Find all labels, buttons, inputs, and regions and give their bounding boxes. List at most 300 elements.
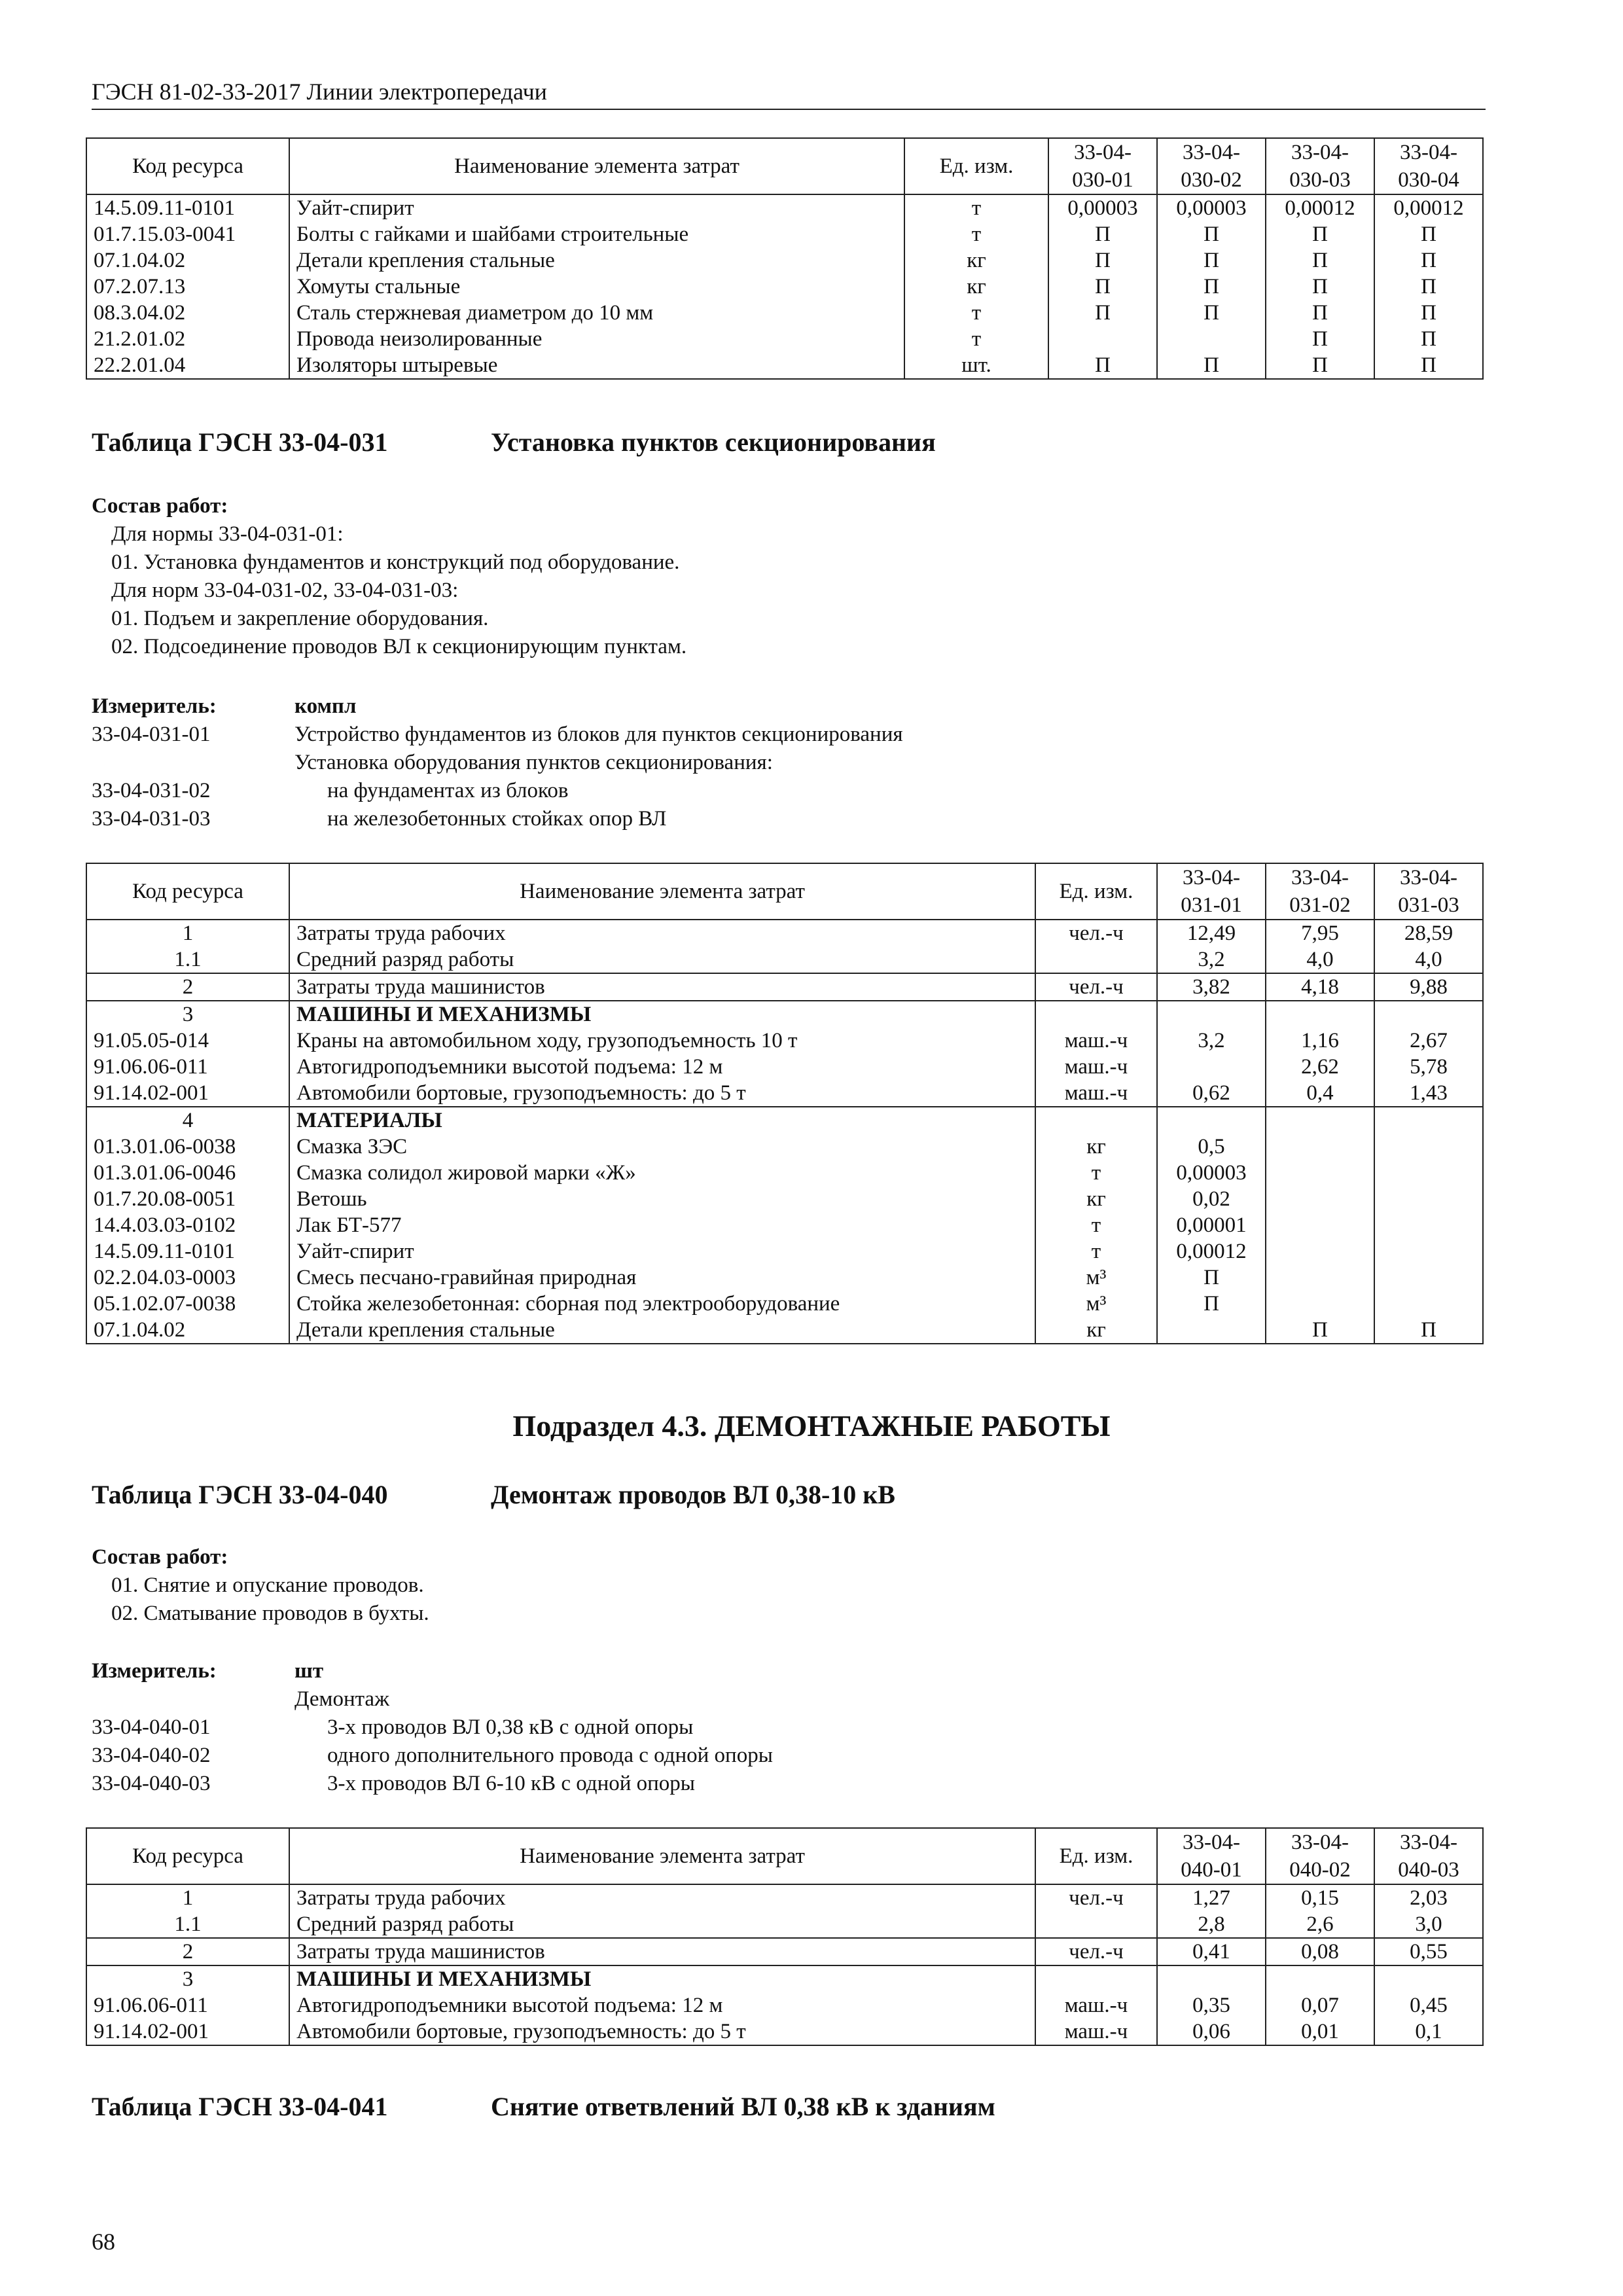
resource-table-030 <box>86 137 1484 380</box>
norm-value <box>1157 1317 1266 1344</box>
resource-name: Затраты труда рабочих <box>289 1884 1035 1911</box>
resource-code: 22.2.01.04 <box>86 352 289 379</box>
meter-row <box>92 749 903 777</box>
norm-code-part: 030-03 <box>1289 168 1351 192</box>
meter-unit: компл <box>294 694 357 718</box>
norm-value: П <box>1157 274 1266 300</box>
resource-code: 14.4.03.03-0102 <box>86 1212 289 1238</box>
norm-value <box>1266 1001 1374 1028</box>
norm-code-part: 040-01 <box>1181 1858 1242 1882</box>
norm-value: П <box>1157 300 1266 326</box>
works-item: 01. Подъем и закрепление оборудования. <box>111 607 489 630</box>
table-name: Снятие ответвлений ВЛ 0,38 кВ к зданиям <box>491 2092 995 2121</box>
norm-code-part: 040-03 <box>1398 1858 1459 1882</box>
norm-description: Демонтаж <box>294 1687 389 1711</box>
resource-code: 1 <box>86 920 289 946</box>
norm-value: 0,06 <box>1157 2018 1266 2045</box>
norm-code-part: 33-04- <box>1291 1831 1349 1854</box>
table-row <box>86 247 1483 274</box>
resource-unit <box>1035 1911 1157 1938</box>
norm-value: П <box>1374 221 1483 247</box>
resource-code: 01.3.01.06-0046 <box>86 1160 289 1186</box>
resource-name: Затраты труда машинистов <box>289 973 1035 1001</box>
norm-code-part: 031-03 <box>1398 893 1459 917</box>
resource-unit: шт. <box>904 352 1048 379</box>
norm-value: 0,00003 <box>1157 1160 1266 1186</box>
col-header-norm <box>1266 1828 1374 1884</box>
norm-value: П <box>1048 221 1157 247</box>
table-row <box>86 1212 1483 1238</box>
norm-value: 0,55 <box>1374 1938 1483 1965</box>
norm-description: Установка оборудования пунктов секционирования: <box>294 751 773 774</box>
works-item: 02. Подсоединение проводов ВЛ к секционирующим пунктам. <box>111 635 687 658</box>
norm-value: 1,43 <box>1374 1080 1483 1107</box>
resource-name: Смесь песчано-гравийная природная <box>289 1265 1035 1291</box>
table-row <box>86 1186 1483 1212</box>
resource-code: 3 <box>86 1965 289 1992</box>
table-row <box>86 920 1483 946</box>
norm-value: П <box>1157 1265 1266 1291</box>
table-code: Таблица ГЭСН 33-04-031 <box>92 427 388 457</box>
table-title-040 <box>92 1479 895 1510</box>
resource-code: 3 <box>86 1001 289 1028</box>
resource-code: 1.1 <box>86 1911 289 1938</box>
resource-unit: т <box>904 221 1048 247</box>
resource-code: 14.5.09.11-0101 <box>86 1238 289 1265</box>
norm-value: 1,27 <box>1157 1884 1266 1911</box>
norm-value: П <box>1048 274 1157 300</box>
norm-code: 33-04-040-03 <box>92 1772 211 1795</box>
norm-description: на железобетонных стойках опор ВЛ <box>327 807 667 831</box>
col-header-unit: Ед. изм. <box>1035 863 1157 920</box>
norm-value: 2,62 <box>1266 1054 1374 1080</box>
meter-label: Измеритель: <box>92 694 217 718</box>
norm-value: П <box>1157 1291 1266 1317</box>
table-header-row <box>86 863 1483 920</box>
resource-code: 08.3.04.02 <box>86 300 289 326</box>
resource-name: Изоляторы штыревые <box>289 352 904 379</box>
table-row <box>86 1317 1483 1344</box>
resource-name: Автогидроподъемники высотой подъема: 12 м <box>289 1054 1035 1080</box>
table-row <box>86 1238 1483 1265</box>
table-row <box>86 1054 1483 1080</box>
table-row <box>86 1134 1483 1160</box>
norm-value <box>1374 1965 1483 1992</box>
norm-code: 33-04-031-02 <box>92 779 211 802</box>
resource-code: 21.2.01.02 <box>86 326 289 352</box>
norm-value: П <box>1374 352 1483 379</box>
norm-code-part: 33-04- <box>1291 141 1349 164</box>
norm-value: 4,18 <box>1266 973 1374 1001</box>
table-row <box>86 1938 1483 1965</box>
col-header-norm <box>1157 138 1266 194</box>
resource-code: 07.1.04.02 <box>86 1317 289 1344</box>
resource-unit: м³ <box>1035 1265 1157 1291</box>
norm-code-part: 33-04- <box>1183 866 1240 889</box>
resource-name: Лак БТ-577 <box>289 1212 1035 1238</box>
resource-name: Автомобили бортовые, грузоподъемность: до 5 т <box>289 2018 1035 2045</box>
resource-name: Затраты труда машинистов <box>289 1938 1035 1965</box>
resource-name: Уайт-спирит <box>289 1238 1035 1265</box>
resource-name: Уайт-спирит <box>289 194 904 221</box>
resource-code: 91.14.02-001 <box>86 2018 289 2045</box>
resource-name: Автогидроподъемники высотой подъема: 12 м <box>289 1992 1035 2018</box>
norm-value: 0,00003 <box>1048 194 1157 221</box>
resource-code: 07.1.04.02 <box>86 247 289 274</box>
col-header-name: Наименование элемента затрат <box>289 138 904 194</box>
norm-value: 0,00012 <box>1374 194 1483 221</box>
norm-code-part: 040-02 <box>1289 1858 1351 1882</box>
resource-name: Затраты труда рабочих <box>289 920 1035 946</box>
norm-value: 0,00001 <box>1157 1212 1266 1238</box>
resource-code: 91.05.05-014 <box>86 1028 289 1054</box>
table-row <box>86 221 1483 247</box>
table-row <box>86 973 1483 1001</box>
col-header-name: Наименование элемента затрат <box>289 863 1035 920</box>
norm-value: 1,16 <box>1266 1028 1374 1054</box>
page-number: 68 <box>92 2229 115 2255</box>
norm-value: 3,2 <box>1157 1028 1266 1054</box>
resource-code: 91.06.06-011 <box>86 1992 289 2018</box>
resource-unit: м³ <box>1035 1291 1157 1317</box>
resource-unit: т <box>904 326 1048 352</box>
norm-value: 4,0 <box>1266 946 1374 973</box>
norm-code-part: 33-04- <box>1400 141 1457 164</box>
norm-description: 3-х проводов ВЛ 0,38 кВ с одной опоры <box>327 1715 694 1739</box>
resource-unit: чел.-ч <box>1035 1884 1157 1911</box>
resource-name: Провода неизолированные <box>289 326 904 352</box>
norm-value: 0,02 <box>1157 1186 1266 1212</box>
norm-code-part: 33-04- <box>1183 141 1240 164</box>
norm-value <box>1266 1212 1374 1238</box>
norm-value <box>1266 1965 1374 1992</box>
col-header-code: Код ресурса <box>86 863 289 920</box>
norm-value: 9,88 <box>1374 973 1483 1001</box>
meter-block-031 <box>92 692 903 833</box>
works-item: 02. Сматывание проводов в бухты. <box>111 1602 429 1625</box>
norm-code-part: 030-02 <box>1181 168 1242 192</box>
resource-unit: кг <box>904 274 1048 300</box>
norm-value: 0,01 <box>1266 2018 1374 2045</box>
col-header-code: Код ресурса <box>86 138 289 194</box>
works-label: Состав работ: <box>92 494 228 518</box>
table-title-041 <box>92 2091 995 2122</box>
norm-value: 2,67 <box>1374 1028 1483 1054</box>
norm-code <box>92 749 294 777</box>
norm-code-part: 33-04- <box>1400 866 1457 889</box>
norm-value: 0,5 <box>1157 1134 1266 1160</box>
table-row <box>86 1265 1483 1291</box>
resource-code: 1 <box>86 1884 289 1911</box>
norm-value <box>1266 1107 1374 1134</box>
resource-unit <box>1035 1965 1157 1992</box>
norm-value <box>1266 1160 1374 1186</box>
resource-name: Хомуты стальные <box>289 274 904 300</box>
resource-unit <box>1035 1001 1157 1028</box>
resource-code: 07.2.07.13 <box>86 274 289 300</box>
norm-value <box>1374 1265 1483 1291</box>
norm-value: П <box>1266 247 1374 274</box>
norm-value: П <box>1266 1317 1374 1344</box>
table-name: Установка пунктов секционирования <box>491 427 936 457</box>
works-composition-040 <box>92 1543 429 1628</box>
meter-row <box>92 805 903 833</box>
norm-value: 3,0 <box>1374 1911 1483 1938</box>
table-row <box>86 1884 1483 1911</box>
resource-name: МАШИНЫ И МЕХАНИЗМЫ <box>289 1001 1035 1028</box>
norm-value: 4,0 <box>1374 946 1483 973</box>
norm-value <box>1374 1186 1483 1212</box>
works-item: 01. Установка фундаментов и конструкций под оборудование. <box>111 550 680 574</box>
norm-code <box>92 1685 294 1713</box>
norm-value: 0,4 <box>1266 1080 1374 1107</box>
norm-code-part: 33-04- <box>1291 866 1349 889</box>
resource-name: Средний разряд работы <box>289 946 1035 973</box>
resource-unit: кг <box>1035 1134 1157 1160</box>
meter-unit: шт <box>294 1659 324 1683</box>
norm-code-part: 030-01 <box>1072 168 1133 192</box>
norm-code: 33-04-031-01 <box>92 723 211 746</box>
resource-unit: чел.-ч <box>1035 920 1157 946</box>
norm-value: П <box>1374 326 1483 352</box>
col-header-name: Наименование элемента затрат <box>289 1828 1035 1884</box>
resource-code: 1.1 <box>86 946 289 973</box>
running-header: ГЭСН 81-02-33-2017 Линии электропередачи <box>92 77 1486 110</box>
resource-name: Автомобили бортовые, грузоподъемность: до 5 т <box>289 1080 1035 1107</box>
resource-name: Сталь стержневая диаметром до 10 мм <box>289 300 904 326</box>
col-header-code: Код ресурса <box>86 1828 289 1884</box>
table-title-031 <box>92 427 936 457</box>
resource-name: Детали крепления стальные <box>289 1317 1035 1344</box>
resource-unit: кг <box>904 247 1048 274</box>
norm-value: 0,45 <box>1374 1992 1483 2018</box>
col-header-norm <box>1374 1828 1483 1884</box>
norm-value: 0,1 <box>1374 2018 1483 2045</box>
norm-value <box>1266 1186 1374 1212</box>
norm-value <box>1266 1238 1374 1265</box>
resource-table-040 <box>86 1827 1484 2046</box>
norm-value: 12,49 <box>1157 920 1266 946</box>
table-row <box>86 1992 1483 2018</box>
table-row <box>86 1291 1483 1317</box>
norm-value: 0,62 <box>1157 1080 1266 1107</box>
resource-code: 91.06.06-011 <box>86 1054 289 1080</box>
norm-value: П <box>1157 352 1266 379</box>
norm-code: 33-04-040-01 <box>92 1715 211 1739</box>
resource-unit <box>1035 1107 1157 1134</box>
norm-value: 3,82 <box>1157 973 1266 1001</box>
resource-code: 01.3.01.06-0038 <box>86 1134 289 1160</box>
works-item: Для норм 33-04-031-02, 33-04-031-03: <box>111 579 459 602</box>
norm-code-part: 33-04- <box>1183 1831 1240 1854</box>
table-row <box>86 1001 1483 1028</box>
norm-value <box>1374 1212 1483 1238</box>
norm-value: П <box>1157 247 1266 274</box>
table-row <box>86 2018 1483 2045</box>
resource-unit: чел.-ч <box>1035 1938 1157 1965</box>
norm-value <box>1266 1291 1374 1317</box>
norm-value: 7,95 <box>1266 920 1374 946</box>
norm-value: 2,6 <box>1266 1911 1374 1938</box>
resource-unit: маш.-ч <box>1035 2018 1157 2045</box>
norm-value: 0,08 <box>1266 1938 1374 1965</box>
table-row <box>86 194 1483 221</box>
works-label: Состав работ: <box>92 1545 228 1569</box>
col-header-norm <box>1157 1828 1266 1884</box>
resource-code: 05.1.02.07-0038 <box>86 1291 289 1317</box>
resource-unit: т <box>1035 1238 1157 1265</box>
resource-table-031 <box>86 863 1484 1344</box>
norm-value: П <box>1048 352 1157 379</box>
norm-value <box>1374 1291 1483 1317</box>
table-row <box>86 1160 1483 1186</box>
resource-name: МАТЕРИАЛЫ <box>289 1107 1035 1134</box>
table-name: Демонтаж проводов ВЛ 0,38-10 кВ <box>491 1480 895 1509</box>
norm-value: П <box>1266 221 1374 247</box>
resource-name: Болты с гайками и шайбами строительные <box>289 221 904 247</box>
norm-value: П <box>1374 274 1483 300</box>
col-header-norm <box>1266 138 1374 194</box>
norm-description: 3-х проводов ВЛ 6-10 кВ с одной опоры <box>327 1772 695 1795</box>
resource-code: 2 <box>86 1938 289 1965</box>
norm-value <box>1374 1107 1483 1134</box>
table-row <box>86 1080 1483 1107</box>
norm-value <box>1157 1965 1266 1992</box>
norm-code-part: 031-01 <box>1181 893 1242 917</box>
col-header-norm <box>1157 863 1266 920</box>
table-row <box>86 300 1483 326</box>
norm-value: 0,35 <box>1157 1992 1266 2018</box>
resource-unit: маш.-ч <box>1035 1054 1157 1080</box>
resource-unit: т <box>904 300 1048 326</box>
table-row <box>86 326 1483 352</box>
norm-value: 3,2 <box>1157 946 1266 973</box>
norm-code-part: 33-04- <box>1074 141 1132 164</box>
norm-value: П <box>1374 300 1483 326</box>
norm-value <box>1048 326 1157 352</box>
norm-value <box>1374 1238 1483 1265</box>
resource-code: 4 <box>86 1107 289 1134</box>
norm-value <box>1266 1265 1374 1291</box>
resource-name: Стойка железобетонная: сборная под электрооборудование <box>289 1291 1035 1317</box>
norm-value <box>1157 1054 1266 1080</box>
resource-unit: маш.-ч <box>1035 1992 1157 2018</box>
resource-code: 91.14.02-001 <box>86 1080 289 1107</box>
norm-value <box>1266 1134 1374 1160</box>
subsection-title: Подраздел 4.3. ДЕМОНТАЖНЫЕ РАБОТЫ <box>512 1409 1111 1443</box>
resource-name: Смазка солидол жировой марки «Ж» <box>289 1160 1035 1186</box>
meter-label: Измеритель: <box>92 1659 217 1683</box>
norm-value <box>1157 326 1266 352</box>
norm-value: 0,00012 <box>1157 1238 1266 1265</box>
norm-value: П <box>1048 247 1157 274</box>
norm-description: одного дополнительного провода с одной опоры <box>327 1744 773 1767</box>
meter-row <box>92 1685 773 1713</box>
resource-unit: кг <box>1035 1186 1157 1212</box>
resource-code: 14.5.09.11-0101 <box>86 194 289 221</box>
norm-value: 2,03 <box>1374 1884 1483 1911</box>
works-item: 01. Снятие и опускание проводов. <box>111 1573 424 1597</box>
table-row <box>86 1911 1483 1938</box>
meter-row <box>92 1770 773 1798</box>
col-header-unit: Ед. изм. <box>1035 1828 1157 1884</box>
resource-code: 01.7.15.03-0041 <box>86 221 289 247</box>
resource-unit: т <box>1035 1212 1157 1238</box>
norm-value: П <box>1266 274 1374 300</box>
table-row <box>86 1028 1483 1054</box>
norm-value: 5,78 <box>1374 1054 1483 1080</box>
resource-name: Краны на автомобильном ходу, грузоподъемность 10 т <box>289 1028 1035 1054</box>
norm-value <box>1374 1001 1483 1028</box>
norm-value: П <box>1266 300 1374 326</box>
resource-unit: маш.-ч <box>1035 1028 1157 1054</box>
table-header-row <box>86 138 1483 194</box>
norm-value: 0,07 <box>1266 1992 1374 2018</box>
norm-value: П <box>1374 1317 1483 1344</box>
norm-code: 33-04-031-03 <box>92 807 211 831</box>
resource-name: МАШИНЫ И МЕХАНИЗМЫ <box>289 1965 1035 1992</box>
resource-code: 02.2.04.03-0003 <box>86 1265 289 1291</box>
norm-code-part: 031-02 <box>1289 893 1351 917</box>
norm-value: 0,41 <box>1157 1938 1266 1965</box>
norm-value: П <box>1266 326 1374 352</box>
meter-row <box>92 777 903 805</box>
norm-value: 2,8 <box>1157 1911 1266 1938</box>
works-composition-031 <box>92 492 687 661</box>
norm-value <box>1157 1001 1266 1028</box>
resource-code: 2 <box>86 973 289 1001</box>
meter-row <box>92 1713 773 1742</box>
table-row <box>86 1107 1483 1134</box>
table-row <box>86 352 1483 379</box>
meter-row <box>92 1742 773 1770</box>
norm-value: П <box>1048 300 1157 326</box>
norm-value: П <box>1374 247 1483 274</box>
norm-description: Устройство фундаментов из блоков для пунктов секционирования <box>294 723 903 746</box>
resource-unit: маш.-ч <box>1035 1080 1157 1107</box>
col-header-norm <box>1374 138 1483 194</box>
norm-code-part: 33-04- <box>1400 1831 1457 1854</box>
resource-unit <box>1035 946 1157 973</box>
resource-name: Смазка ЗЭС <box>289 1134 1035 1160</box>
col-header-norm <box>1374 863 1483 920</box>
norm-code-part: 030-04 <box>1398 168 1459 192</box>
resource-name: Ветошь <box>289 1186 1035 1212</box>
meter-row <box>92 721 903 749</box>
norm-value <box>1157 1107 1266 1134</box>
col-header-norm <box>1266 863 1374 920</box>
norm-value <box>1374 1160 1483 1186</box>
resource-unit: кг <box>1035 1317 1157 1344</box>
norm-value: 28,59 <box>1374 920 1483 946</box>
norm-description: на фундаментах из блоков <box>327 779 569 802</box>
col-header-norm <box>1048 138 1157 194</box>
norm-value: П <box>1266 352 1374 379</box>
col-header-unit: Ед. изм. <box>904 138 1048 194</box>
norm-value: 0,15 <box>1266 1884 1374 1911</box>
resource-unit: т <box>904 194 1048 221</box>
norm-value: 0,00003 <box>1157 194 1266 221</box>
meter-block-040 <box>92 1657 773 1798</box>
table-row <box>86 946 1483 973</box>
works-item: Для нормы 33-04-031-01: <box>111 522 344 546</box>
table-code: Таблица ГЭСН 33-04-041 <box>92 2092 388 2121</box>
table-row <box>86 274 1483 300</box>
resource-unit: т <box>1035 1160 1157 1186</box>
resource-name: Средний разряд работы <box>289 1911 1035 1938</box>
resource-unit: чел.-ч <box>1035 973 1157 1001</box>
norm-code: 33-04-040-02 <box>92 1744 211 1767</box>
